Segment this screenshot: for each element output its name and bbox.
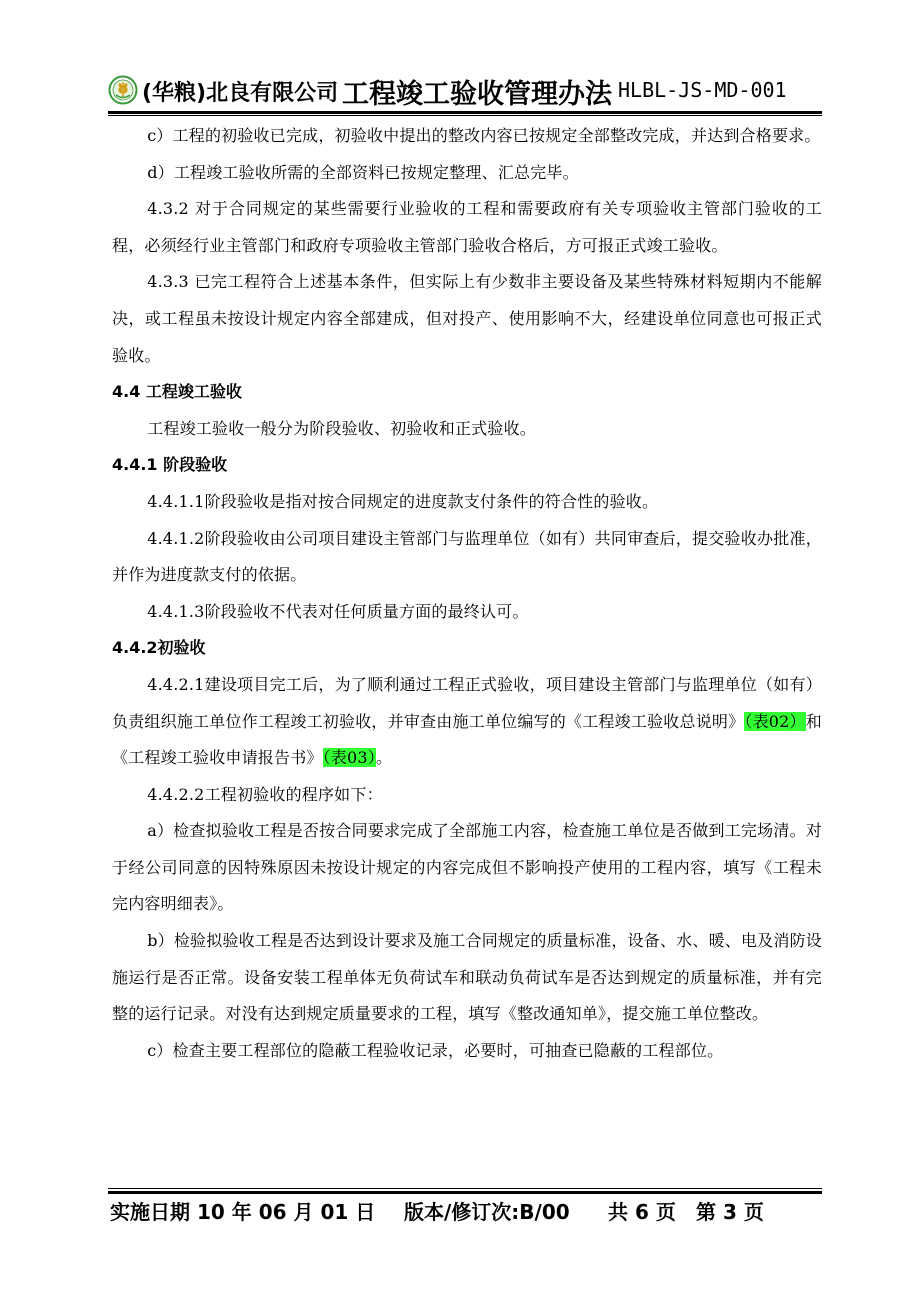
heading-4-4-2: 4.4.2初验收 — [112, 638, 206, 658]
highlight-table-02: （表02） — [744, 711, 806, 731]
paragraph-b: b）检验拟验收工程是否达到设计要求及施工合同规定的质量标准，设备、水、暖、电及消防设施运行是否正常。设备安装工程单体无负荷试车和联动负荷试车是否达到规定的质量标准，并有完整的运行记录。对没有达到规定质量要求的工程，填写《整改通知单》，提交施工单位整改。 — [112, 931, 822, 1024]
highlight-table-03: （表03） — [322, 748, 376, 768]
paragraph-4-3-2: 4.3.2 对于合同规定的某些需要行业验收的工程和需要政府有关专项验收主管部门验收的工程，必须经行业主管部门和政府专项验收主管部门验收合格后，方可报正式竣工验收。 — [112, 199, 822, 255]
paragraph-4-4-2-1 — [112, 667, 822, 777]
paragraph-c-check: c）检查主要工程部位的隐蔽工程验收记录，必要时，可抽查已隐蔽的工程部位。 — [147, 1040, 724, 1060]
effective-date: 实施日期 10 年 06 月 01 日 — [110, 1200, 376, 1224]
document-title: 工程竣工验收管理办法 — [342, 79, 612, 110]
heading-4-4: 4.4 工程竣工验收 — [112, 382, 242, 402]
document-code: HLBL-JS-MD-001 — [618, 78, 787, 102]
paragraph-4-4-1-1: 4.4.1.1阶段验收是指对按合同规定的进度款支付条件的符合性的验收。 — [147, 491, 659, 511]
text-run: 和《工程竣工验收申请报告书》 — [112, 711, 822, 768]
paragraph-4-3-3: 4.3.3 已完工程符合上述基本条件，但实际上有少数非主要设备及某些特殊材料短期内不能解决，或工程虽未按设计规定内容全部建成，但对投产、使用影响不大，经建设单位同意也可报正式验收。 — [112, 272, 822, 365]
header-rule-thin — [108, 115, 822, 116]
footer-rule-thin — [108, 1188, 822, 1189]
paragraph-4-4-1-3: 4.4.1.3阶段验收不代表对任何质量方面的最终认可。 — [147, 601, 529, 621]
page-number: 第 3 页 — [696, 1200, 764, 1224]
heading-4-4-1: 4.4.1 阶段验收 — [112, 455, 228, 475]
paragraph-4-4-intro: 工程竣工验收一般分为阶段验收、初验收和正式验收。 — [147, 418, 536, 438]
header-rule — [108, 111, 822, 114]
paragraph-d: d）工程竣工验收所需的全部资料已按规定整理、汇总完毕。 — [147, 162, 579, 182]
paragraph-4-4-2-2: 4.4.2.2工程初验收的程序如下： — [147, 784, 383, 804]
paragraph-a: a）检查拟验收工程是否按合同要求完成了全部施工内容，检查施工单位是否做到工完场清。对于经公司同意的因特殊原因未按设计规定的内容完成但不影响投产使用的工程内容，填写《工程未完内容明细表》。 — [112, 821, 822, 914]
company-logo-icon — [108, 75, 138, 105]
total-pages: 共 6 页 — [608, 1200, 676, 1224]
footer-rule — [108, 1191, 822, 1194]
page-header — [108, 70, 820, 112]
version: 版本/修订次:B/00 — [404, 1200, 570, 1224]
text-run: 4.4.2.1建设项目完工后，为了顺利通过工程正式验收，项目建设主管部门与监理单位（如有）负责组织施工单位作工程竣工初验收，并审查由施工单位编写的《工程竣工验收总说明》 — [112, 674, 822, 731]
paragraph-4-4-1-2: 4.4.1.2阶段验收由公司项目建设主管部门与监理单位（如有）共同审查后，提交验收办批准，并作为进度款支付的依据。 — [112, 528, 822, 585]
page-footer — [108, 1196, 822, 1230]
text-run: 。 — [375, 748, 393, 768]
document-body — [112, 118, 822, 1069]
company-name: (华粮)北良有限公司 — [142, 81, 339, 106]
paragraph-c: c）工程的初验收已完成，初验收中提出的整改内容已按规定全部整改完成，并达到合格要求。 — [147, 126, 821, 145]
